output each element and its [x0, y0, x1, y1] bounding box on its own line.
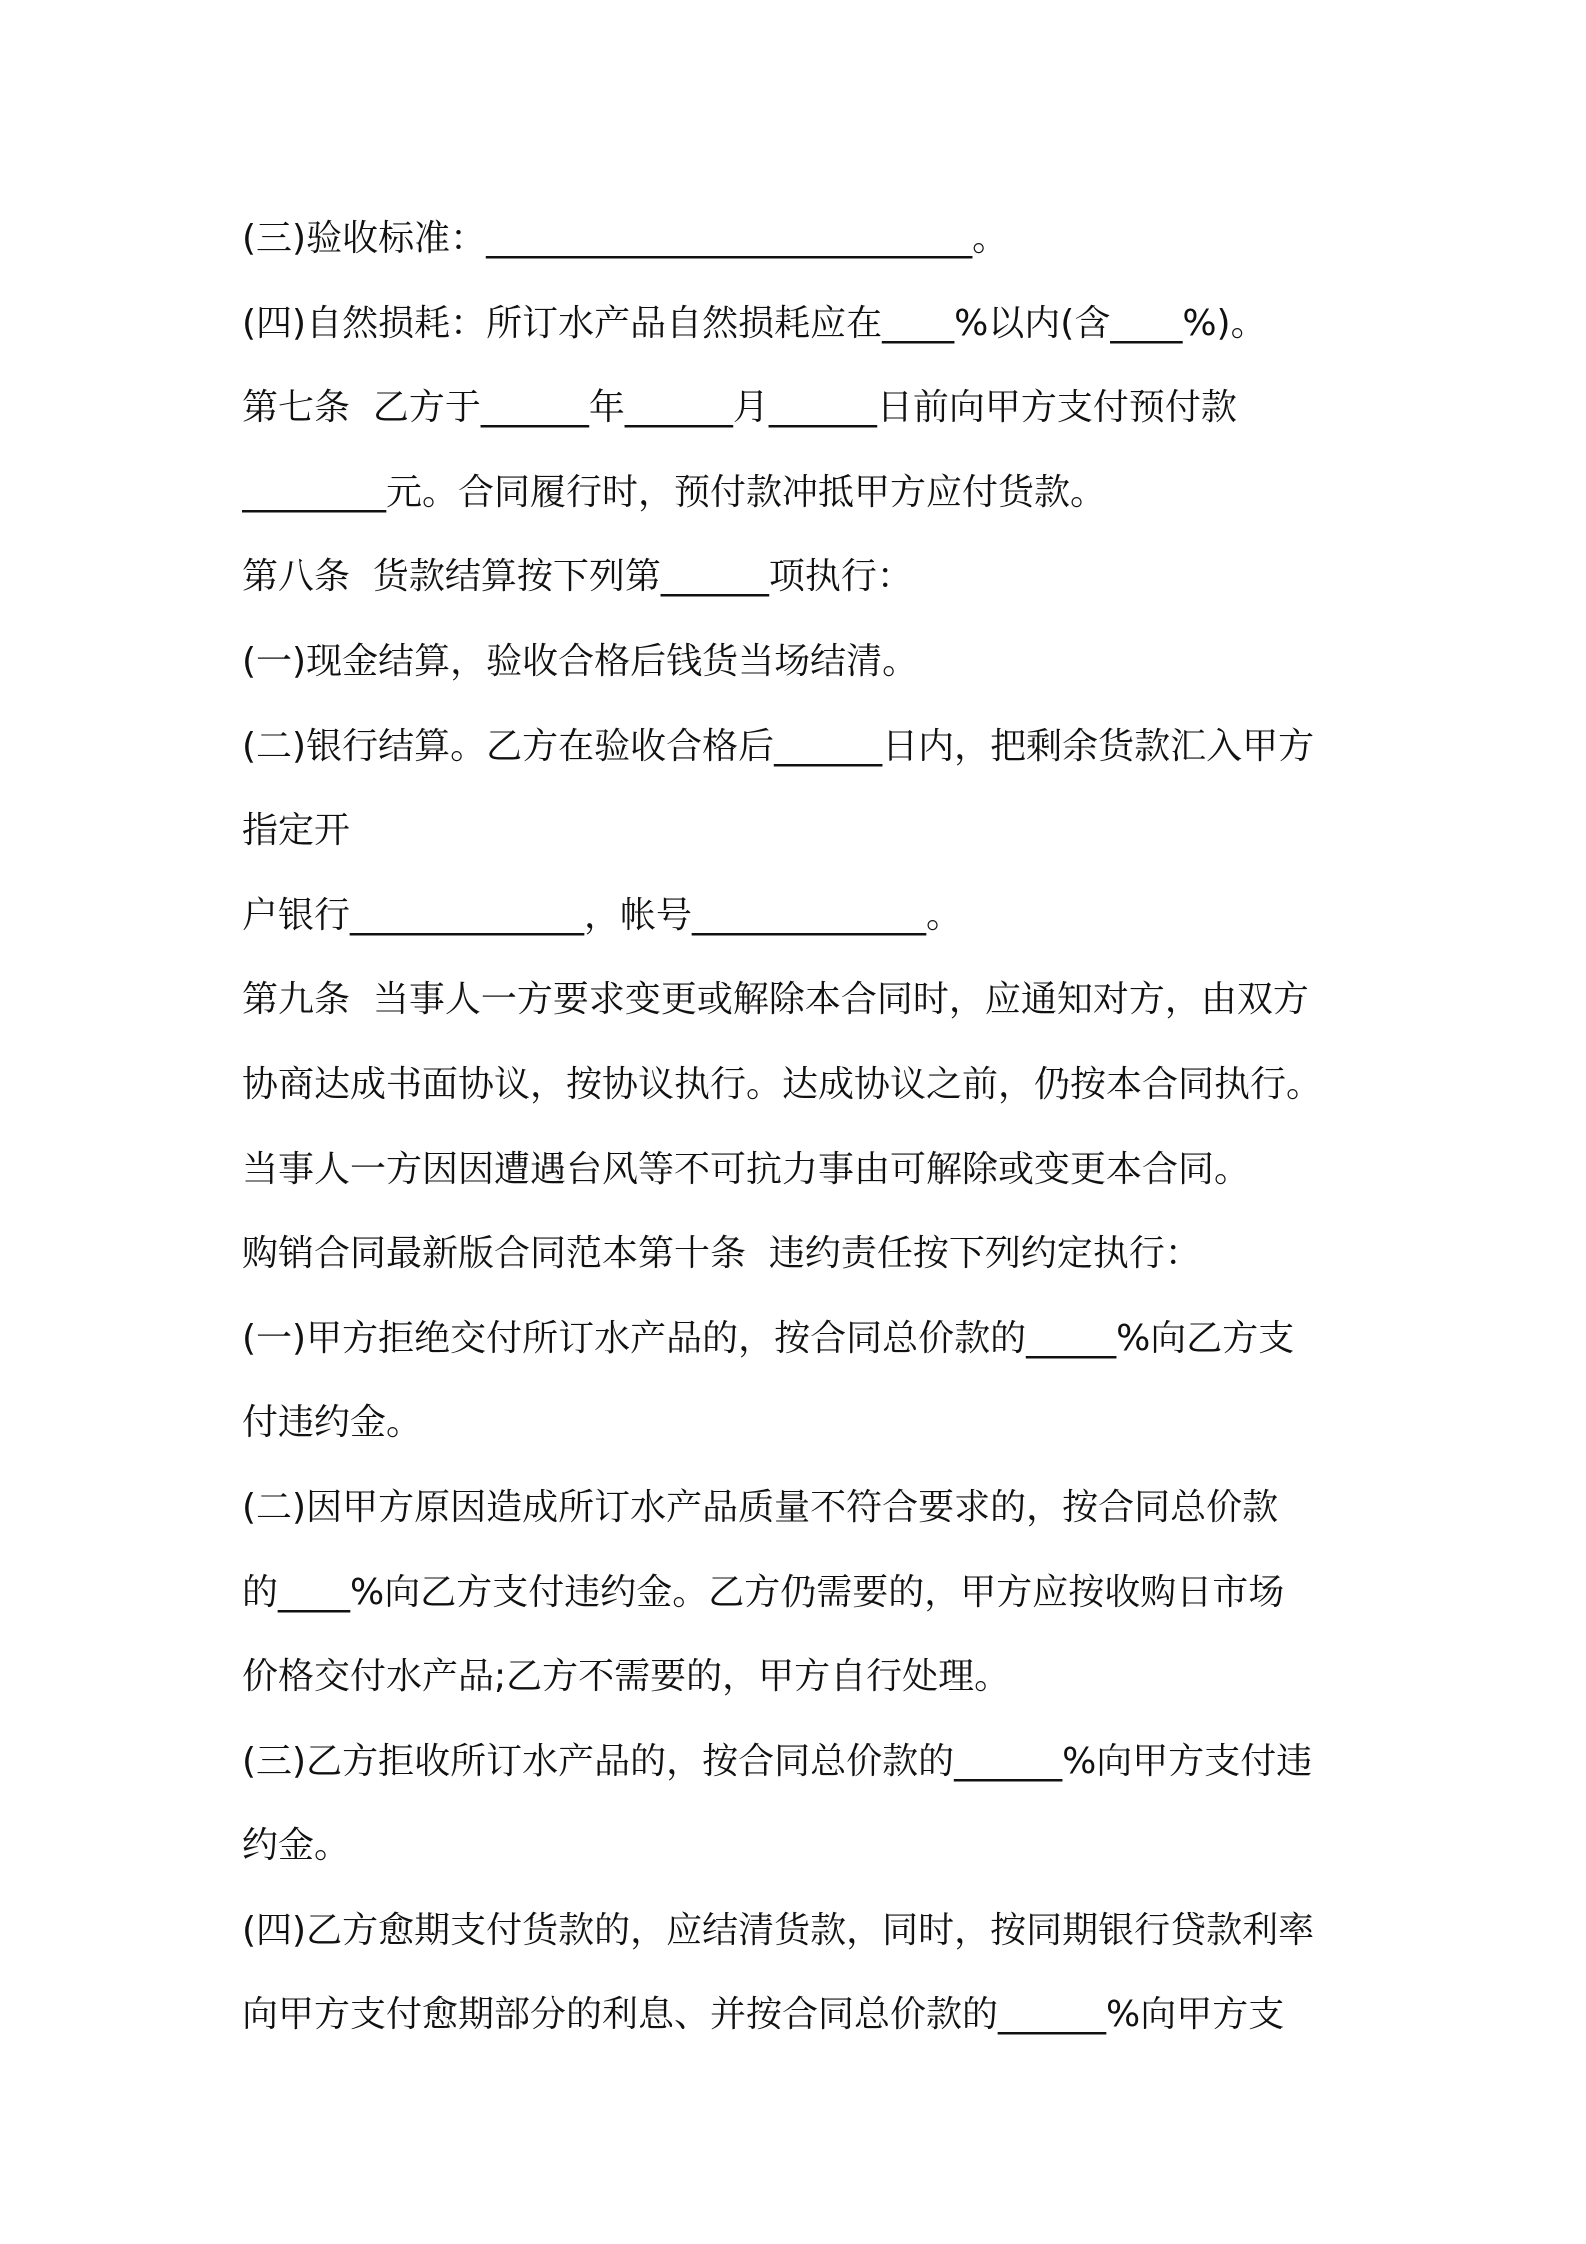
clause-line: 付违约金。 — [242, 1402, 423, 1444]
clause-line: (四)自然损耗：所订水产品自然损耗应在____%以内(含____%)。 — [242, 302, 1267, 344]
clause-line: (三)乙方拒收所订水产品的，按合同总价款的______%向甲方支付违 — [242, 1740, 1313, 1782]
clause-line: (四)乙方愈期支付货款的，应结清货款，同时，按同期银行贷款利率 — [242, 1909, 1315, 1951]
clause-line: 当事人一方因因遭遇台风等不可抗力事由可解除或变更本合同。 — [242, 1148, 1251, 1190]
clause-line: 户银行_____________，帐号_____________。 — [242, 894, 963, 936]
clause-line: (三)验收标准：___________________________。 — [242, 218, 1009, 259]
clause-line: 协商达成书面协议，按协议执行。达成协议之前，仍按本合同执行。 — [242, 1063, 1323, 1105]
clause-line: 第九条 当事人一方要求变更或解除本合同时，应通知对方，由双方 — [242, 979, 1309, 1021]
clause-line: ________元。合同履行时，预付款冲抵甲方应付货款。 — [242, 471, 1107, 513]
clause-line: 价格交付水产品;乙方不需要的，甲方自行处理。 — [242, 1656, 1011, 1698]
clause-line: 的____%向乙方支付违约金。乙方仍需要的，甲方应按收购日市场 — [242, 1571, 1285, 1613]
clause-line: (一)甲方拒绝交付所订水产品的，按合同总价款的_____%向乙方支 — [242, 1317, 1295, 1359]
clause-line: (一)现金结算，验收合格后钱货当场结清。 — [242, 640, 919, 682]
contract-body — [242, 197, 1362, 2058]
clause-line: (二)因甲方原因造成所订水产品质量不符合要求的，按合同总价款 — [242, 1486, 1279, 1528]
clause-line: 约金。 — [242, 1825, 351, 1867]
clause-line: 向甲方支付愈期部分的利息、并按合同总价款的______%向甲方支 — [242, 1994, 1285, 2036]
clause-line: 指定开 — [242, 810, 351, 852]
clause-line: 第七条 乙方于______年______月______日前向甲方支付预付款 — [242, 387, 1237, 429]
clause-line: (二)银行结算。乙方在验收合格后______日内，把剩余货款汇入甲方 — [242, 725, 1315, 767]
clause-line: 购销合同最新版合同范本第十条 违约责任按下列约定执行： — [242, 1233, 1201, 1275]
clause-line: 第八条 货款结算按下列第______项执行： — [242, 556, 913, 598]
